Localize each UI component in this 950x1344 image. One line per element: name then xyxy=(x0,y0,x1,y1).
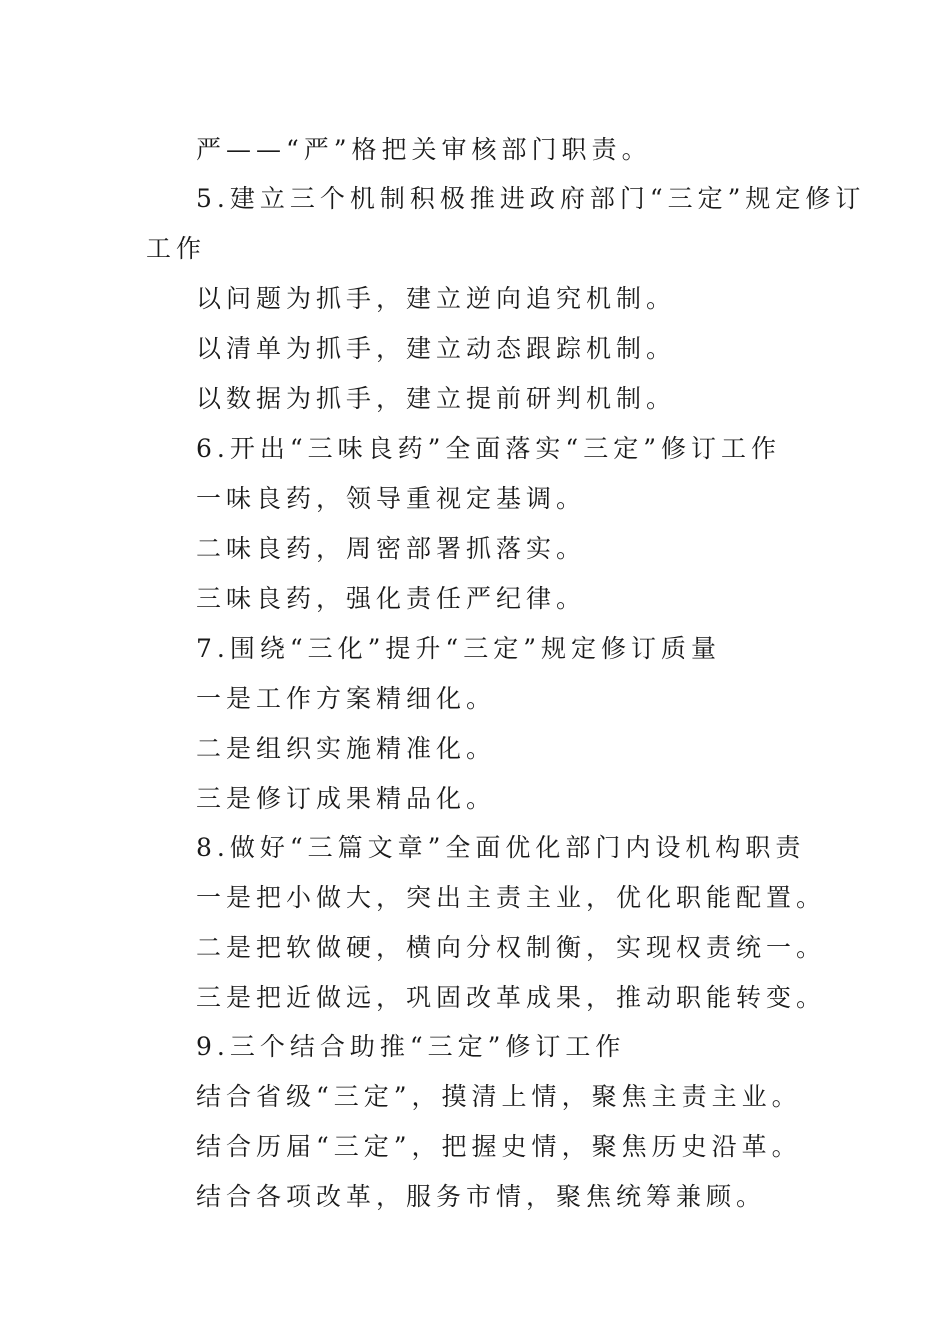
section-heading-7: 7.围绕“三化”提升“三定”规定修订质量 xyxy=(196,634,721,663)
paragraph-line: 三是把近做远，巩固改革成果，推动职能转变。 xyxy=(196,983,827,1012)
section-heading-8: 8.做好“三篇文章”全面优化部门内设机构职责 xyxy=(196,833,806,862)
paragraph-line: 以数据为抓手，建立提前研判机制。 xyxy=(196,384,677,413)
paragraph-line: 结合各项改革，服务市情，聚焦统筹兼顾。 xyxy=(196,1182,767,1211)
paragraph-line: 一是工作方案精细化。 xyxy=(196,684,497,713)
paragraph-line: 结合省级“三定”，摸清上情，聚焦主责主业。 xyxy=(196,1082,802,1111)
paragraph-line: 一是把小做大，突出主责主业，优化职能配置。 xyxy=(196,883,827,912)
paragraph-line: 三是修订成果精品化。 xyxy=(196,784,497,813)
paragraph-line: 结合历届“三定”，把握史情，聚焦历史沿革。 xyxy=(196,1132,802,1161)
paragraph-line: 二味良药，周密部署抓落实。 xyxy=(196,534,587,563)
paragraph-line: 二是把软做硬，横向分权制衡，实现权责统一。 xyxy=(196,933,827,962)
section-heading-5: 5.建立三个机制积极推进政府部门“三定”规定修订 xyxy=(196,184,866,213)
paragraph-line: 二是组织实施精准化。 xyxy=(196,734,497,763)
section-heading-9: 9.三个结合助推“三定”修订工作 xyxy=(196,1032,626,1061)
paragraph-line: 以清单为抓手，建立动态跟踪机制。 xyxy=(196,334,677,363)
paragraph-line: 严——“严”格把关审核部门职责。 xyxy=(196,135,652,164)
paragraph-line: 以问题为抓手，建立逆向追究机制。 xyxy=(196,284,677,313)
paragraph-line: 三味良药，强化责任严纪律。 xyxy=(196,584,587,613)
paragraph-line: 一味良药，领导重视定基调。 xyxy=(196,484,587,513)
section-heading-5-continuation: 工作 xyxy=(146,234,207,263)
section-heading-6: 6.开出“三味良药”全面落实“三定”修订工作 xyxy=(196,434,781,463)
